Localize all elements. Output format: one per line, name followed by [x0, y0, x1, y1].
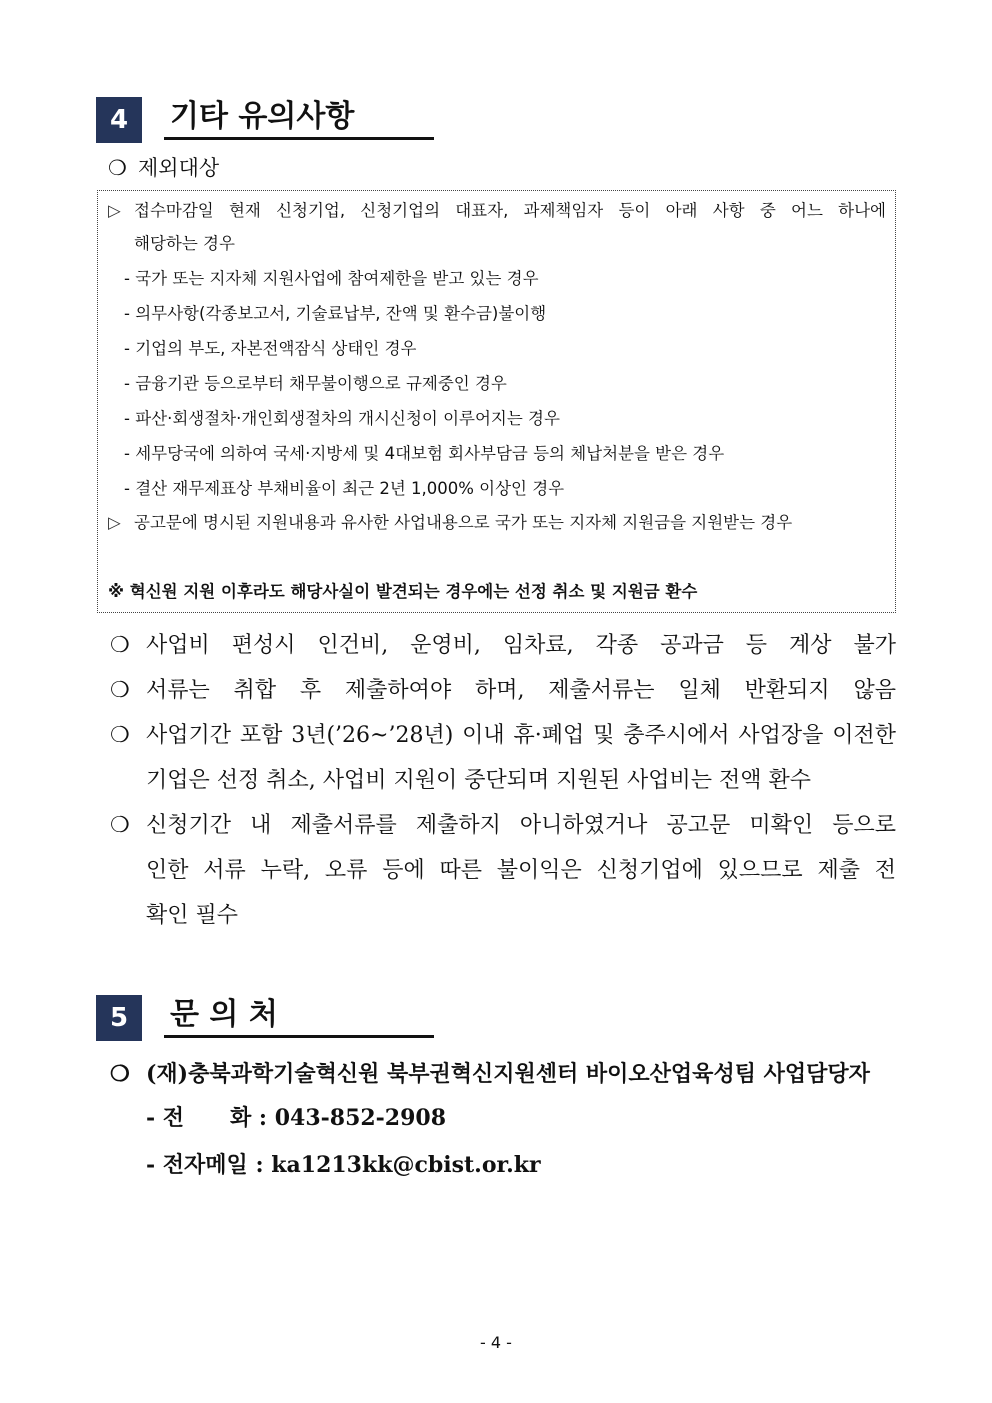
exclusion-note: ※ 혁신원 지원 이후라도 해당사실이 발견되는 경우에는 선정 취소 및 지원금 환수: [108, 582, 698, 601]
notice-paragraph-2: ❍ 서류는 취합 후 제출하여야 하며, 제출서류는 일체 반환되지 않음: [110, 668, 896, 713]
contact-email-label: - 전자메일 :: [146, 1152, 264, 1178]
circle-bullet-icon: ❍: [110, 723, 130, 748]
circle-bullet-icon: ❍: [108, 156, 127, 180]
contact-phone-label: - 전 화 :: [146, 1105, 268, 1131]
contact-phone-value: 043-852-2908: [274, 1105, 447, 1131]
exclusion-subitem: - 결산 재무제표상 부채비율이 최근 2년 1,000% 이상인 경우: [124, 479, 565, 498]
exclusion-subitem: - 기업의 부도, 자본전액잠식 상태인 경우: [124, 339, 417, 358]
exclusion-heading: [108, 154, 219, 182]
exclusion-heading-text: 제외대상: [138, 156, 220, 180]
exclusion-item-1-line-2: 해당하는 경우: [134, 234, 235, 253]
circle-bullet-icon: ❍: [110, 813, 130, 838]
notice-paragraph-1: ❍ 사업비 편성시 인건비, 운영비, 임차료, 각종 공과금 등 계상 불가: [110, 623, 896, 668]
circle-bullet-icon: ❍: [110, 633, 130, 658]
contact-org: ❍ (재)충북과학기술혁신원 북부권혁신지원센터 바이오산업육성팀 사업담당자: [110, 1058, 870, 1090]
triangle-bullet-icon: ▷: [108, 513, 121, 532]
triangle-bullet-icon: ▷: [108, 201, 121, 220]
contact-email-value: ka1213kk@cbist.or.kr: [271, 1152, 541, 1178]
exclusion-item-1-line-1: ▷ 접수마감일 현재 신청기업, 신청기업의 대표자, 과제책임자 등이 아래 사항 중 어느 하나에: [108, 201, 886, 220]
section-4-number: 4: [96, 97, 142, 143]
exclusion-box: [97, 190, 896, 613]
section-5-title: 문 의 처: [164, 995, 434, 1038]
exclusion-subitem: - 국가 또는 지자체 지원사업에 참여제한을 받고 있는 경우: [124, 269, 539, 288]
section-5-number: 5: [96, 995, 142, 1041]
contact-email: [146, 1149, 541, 1181]
circle-bullet-icon: ❍: [110, 1061, 130, 1087]
exclusion-subitem: - 세무당국에 의하여 국세·지방세 및 4대보험 회사부담금 등의 체납처분을 받은 경우: [124, 444, 725, 463]
exclusion-item-2: ▷ 공고문에 명시된 지원내용과 유사한 사업내용으로 국가 또는 지자체 지원금을 지원받는 경우: [108, 513, 793, 532]
section-4-title: 기타 유의사항: [164, 97, 434, 140]
exclusion-subitem: - 금융기관 등으로부터 채무불이행으로 규제중인 경우: [124, 374, 507, 393]
circle-bullet-icon: ❍: [110, 678, 130, 703]
notice-paragraph-4: ❍ 신청기간 내 제출서류를 제출하지 아니하였거나 공고문 미확인 등으로 인한 서류 누락, 오류 등에 따른 불이익은 신청기업에 있으므로 제출 전 확인 필수: [110, 803, 896, 938]
notice-paragraph-3: ❍ 사업기간 포함 3년(’26~’28년) 이내 휴·폐업 및 충주시에서 사업장을 이전한 기업은 선정 취소, 사업비 지원이 중단되며 지원된 사업비는 전액 환수: [110, 713, 896, 803]
exclusion-subitem: - 의무사항(각종보고서, 기술료납부, 잔액 및 환수금)불이행: [124, 304, 547, 323]
exclusion-subitem: - 파산·회생절차·개인회생절차의 개시신청이 이루어지는 경우: [124, 409, 560, 428]
page-number: - 4 -: [480, 1333, 512, 1352]
contact-phone: [146, 1102, 446, 1134]
